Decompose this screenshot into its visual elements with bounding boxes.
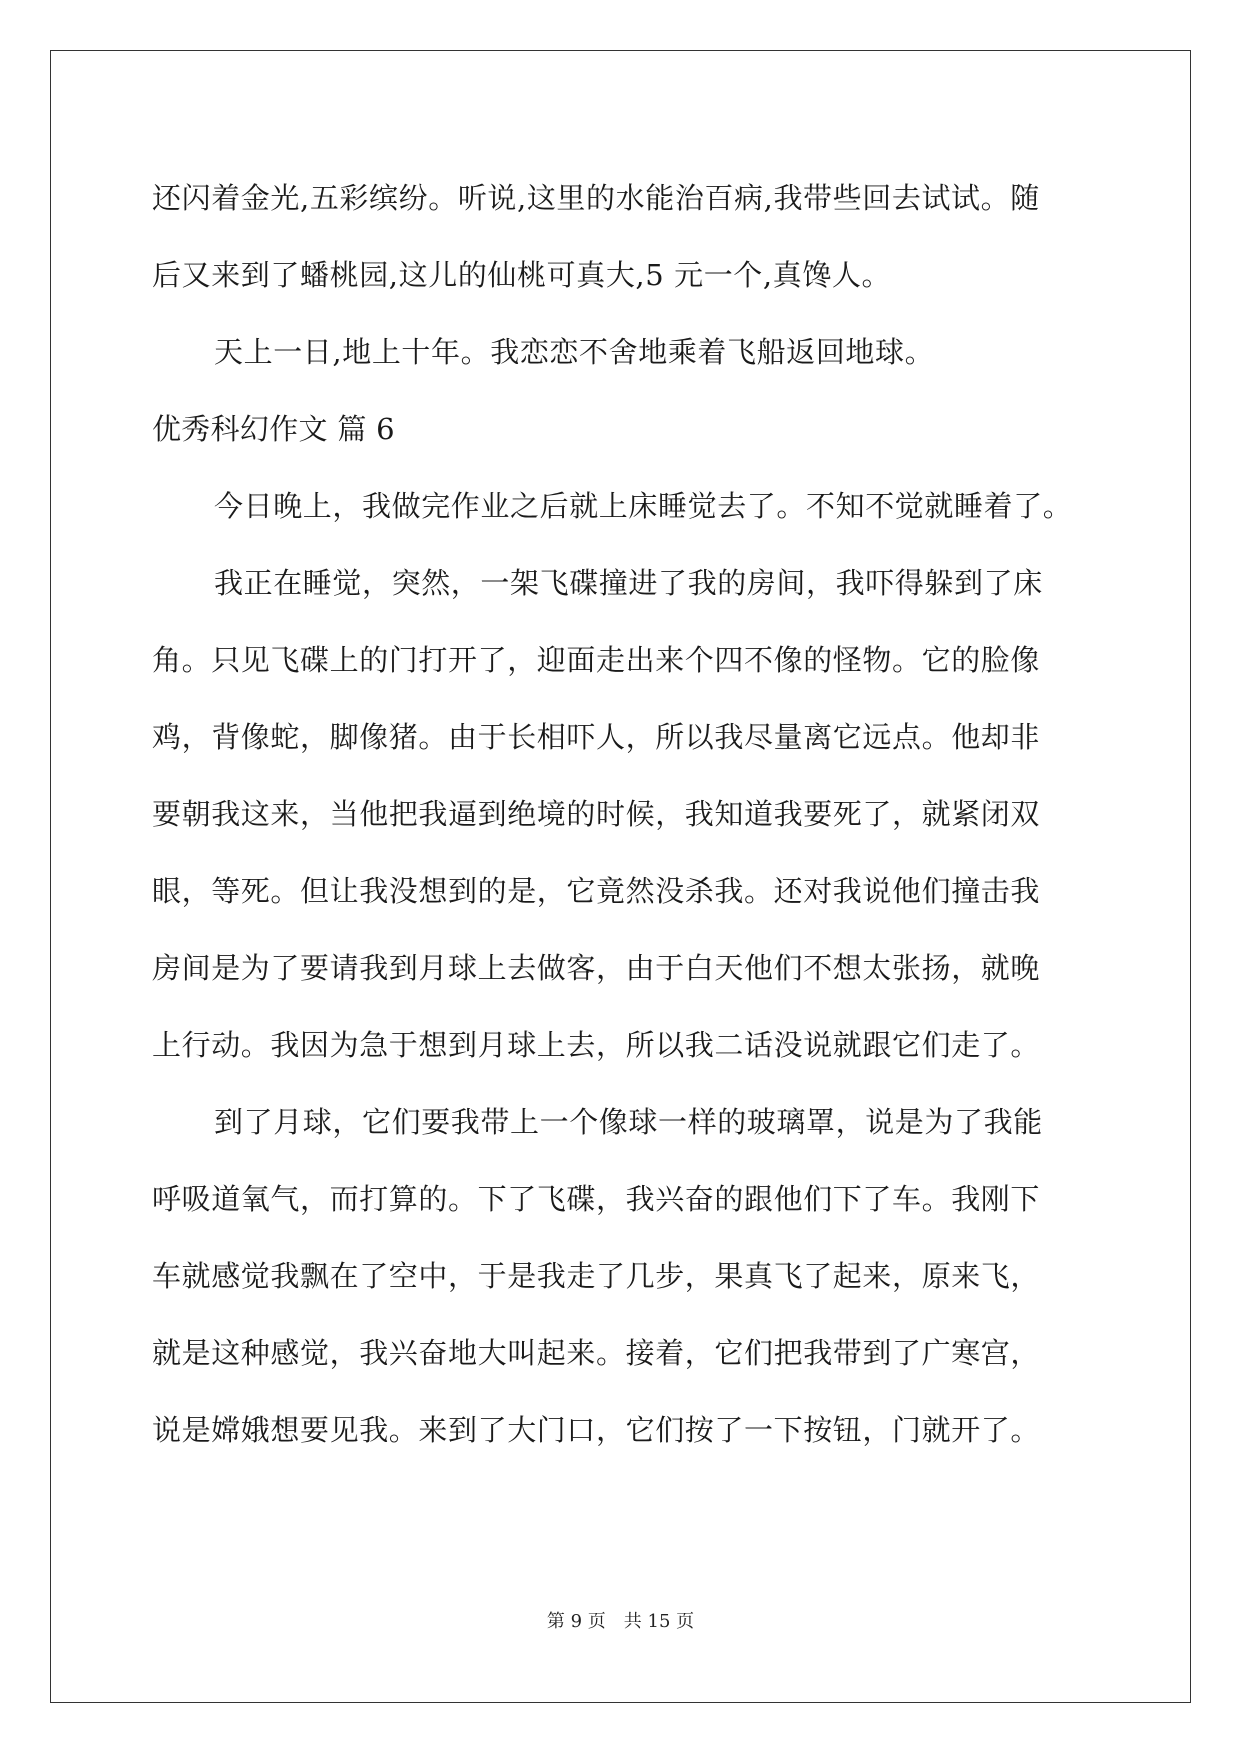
paragraph-start: 我正在睡觉，突然，一架飞碟撞进了我的房间，我吓得躲到了床 xyxy=(214,566,1043,600)
page-footer xyxy=(0,1607,1241,1633)
page-total: 共 15 页 xyxy=(623,1611,695,1632)
text-line: 房间是为了要请我到月球上去做客，由于白天他们不想太张扬，就晚 xyxy=(152,951,1041,985)
section-heading: 优秀科幻作文 篇 6 xyxy=(152,412,395,446)
paragraph-start: 天上一日,地上十年。我恋恋不舍地乘着飞船返回地球。 xyxy=(214,335,935,369)
text-line: 还闪着金光,五彩缤纷。听说,这里的水能治百病,我带些回去试试。随 xyxy=(152,181,1040,215)
paragraph-start: 今日晚上，我做完作业之后就上床睡觉去了。不知不觉就睡着了。 xyxy=(214,489,1073,523)
text-line: 上行动。我因为急于想到月球上去，所以我二话没说就跟它们走了。 xyxy=(152,1028,1041,1062)
text-line: 后又来到了蟠桃园,这儿的仙桃可真大,5 元一个,真馋人。 xyxy=(152,258,892,292)
page-number: 第 9 页 xyxy=(546,1611,606,1632)
text-line: 就是这种感觉，我兴奋地大叫起来。接着，它们把我带到了广寒宫， xyxy=(152,1336,1041,1370)
text-line: 鸡，背像蛇，脚像猪。由于长相吓人，所以我尽量离它远点。他却非 xyxy=(152,720,1041,754)
text-line: 说是嫦娥想要见我。来到了大门口，它们按了一下按钮，门就开了。 xyxy=(152,1413,1041,1447)
paragraph-start: 到了月球，它们要我带上一个像球一样的玻璃罩，说是为了我能 xyxy=(214,1105,1043,1139)
text-line: 呼吸道氧气，而打算的。下了飞碟，我兴奋的跟他们下了车。我刚下 xyxy=(152,1182,1041,1216)
text-line: 车就感觉我飘在了空中，于是我走了几步，果真飞了起来，原来飞， xyxy=(152,1259,1041,1293)
text-line: 角。只见飞碟上的门打开了，迎面走出来个四不像的怪物。它的脸像 xyxy=(152,643,1041,677)
text-line: 要朝我这来，当他把我逼到绝境的时候，我知道我要死了，就紧闭双 xyxy=(152,797,1041,831)
document-body xyxy=(152,160,1092,1469)
text-line: 眼，等死。但让我没想到的是，它竟然没杀我。还对我说他们撞击我 xyxy=(152,874,1041,908)
